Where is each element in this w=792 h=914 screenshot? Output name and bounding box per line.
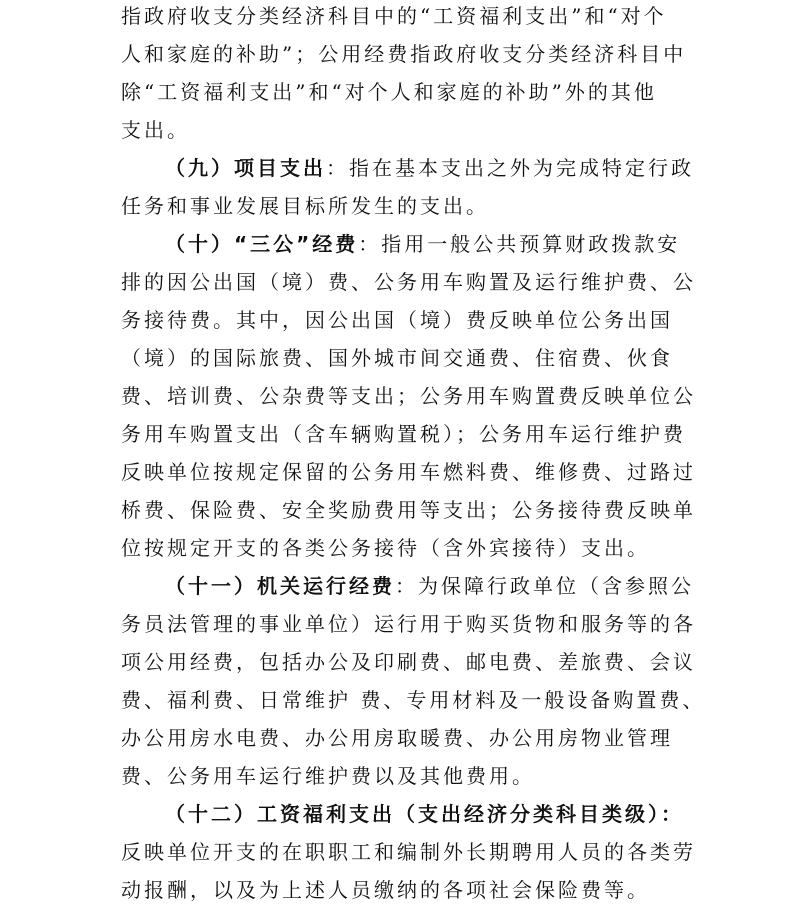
text-segment: ：指在基本支出之外为完成特定行政 bbox=[326, 156, 694, 180]
text-line: 务用车购置支出（含车辆购置税）；公务用车运行维护费 bbox=[121, 422, 686, 446]
paragraph-first-line bbox=[121, 795, 684, 833]
text-line: 除“工资福利支出”和“对个人和家庭的补助”外的其他 bbox=[121, 80, 657, 104]
paragraph-intro bbox=[121, 0, 687, 149]
text-line: 反映单位按规定保留的公务用车燃料费、维修费、过路过 bbox=[121, 460, 696, 484]
text-line: 费、福利费、日常维护 费、专用材料及一般设备购置费、 bbox=[121, 688, 706, 712]
text-line: 动报酬，以及为上述人员缴纳的各项社会保险费等。 bbox=[121, 878, 650, 902]
paragraph-item-9 bbox=[121, 149, 694, 225]
section-heading: （十）“三公”经费 bbox=[165, 232, 359, 256]
text-line: 桥费、保险费、安全奖励费用等支出；公务接待费反映单 bbox=[121, 498, 696, 522]
text-line: 务员法管理的事业单位）运行用于购买货物和服务等的各 bbox=[121, 612, 696, 636]
text-line: 指政府收支分类经济科目中的“工资福利支出”和“对个 bbox=[121, 4, 667, 28]
text-line: 反映单位开支的在职职工和编制外长期聘用人员的各类劳 bbox=[121, 840, 696, 864]
paragraph-item-11 bbox=[121, 567, 706, 795]
text-line: 支出。 bbox=[121, 118, 190, 142]
paragraph-first-line bbox=[121, 225, 681, 263]
section-heading: （十一）机关运行经费 bbox=[165, 574, 395, 598]
paragraph-first-line bbox=[121, 567, 694, 605]
paragraph-item-12 bbox=[121, 795, 696, 909]
text-line: 项公用经费，包括办公及印刷费、邮电费、差旅费、会议 bbox=[121, 650, 696, 674]
text-segment: ：指用一般公共预算财政拨款安 bbox=[358, 232, 681, 256]
text-line: 办公用房水电费、办公用房取暖费、办公用房物业管理 bbox=[121, 726, 673, 750]
paragraph-item-10 bbox=[121, 225, 696, 567]
text-segment: ：为保障行政单位（含参照公 bbox=[395, 574, 694, 598]
text-line: 排的因公出国（境）费、公务用车购置及运行维护费、公 bbox=[121, 270, 696, 294]
section-heading: （十二）工资福利支出（支出经济分类科目类级）： bbox=[165, 802, 684, 826]
text-line: 位按规定开支的各类公务接待（含外宾接待）支出。 bbox=[121, 536, 650, 560]
text-line: 费、公务用车运行维护费以及其他费用。 bbox=[121, 764, 535, 788]
section-heading: （九）项目支出 bbox=[165, 156, 326, 180]
text-line: 人和家庭的补助”；公用经费指政府收支分类经济科目中 bbox=[121, 42, 687, 66]
text-line: 费、培训费、公杂费等支出；公务用车购置费反映单位公 bbox=[121, 384, 696, 408]
text-line: 任务和事业发展目标所发生的支出。 bbox=[121, 194, 489, 218]
text-line: （境）的国际旅费、国外城市间交通费、住宿费、伙食 bbox=[121, 346, 673, 370]
document-page bbox=[121, 0, 706, 909]
paragraph-first-line bbox=[121, 149, 694, 187]
text-line: 务接待费。其中，因公出国（境）费反映单位公务出国 bbox=[121, 308, 673, 332]
